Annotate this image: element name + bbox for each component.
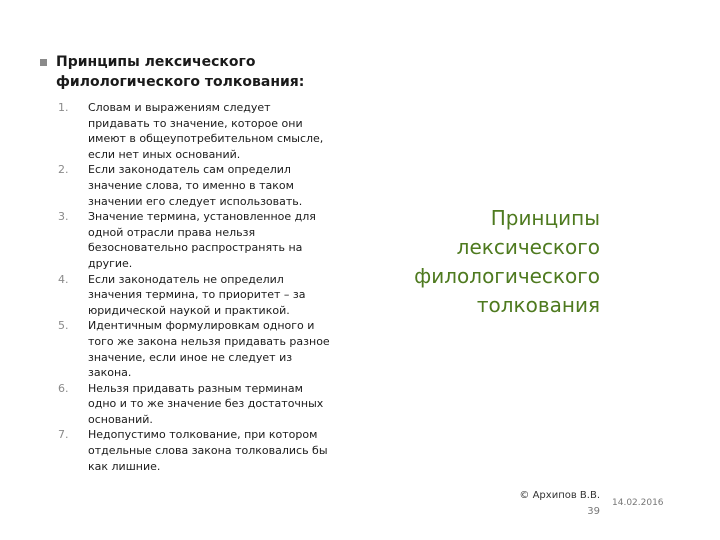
list-item <box>40 100 330 162</box>
list-item <box>40 209 330 271</box>
left-column <box>40 52 330 474</box>
list-item <box>40 427 330 474</box>
item-text: Значение термина, установленное для одной отрасли права нельзя безосновательно распространять на другие. <box>88 210 316 270</box>
list-item <box>40 272 330 319</box>
item-text: Если законодатель не определил значения термина, то приоритет – за юридической наукой и практикой. <box>88 272 306 317</box>
footer-date: 14.02.2016 <box>612 498 664 508</box>
list-item <box>40 318 330 380</box>
page-number: 39 <box>587 506 600 517</box>
footer-author: © Архипов В.В. <box>519 490 600 501</box>
item-number: 3. <box>58 210 69 224</box>
item-number: 6. <box>58 381 69 395</box>
item-text: Нельзя придавать разным терминам одно и то же значение без достаточных оснований. <box>88 381 324 426</box>
slide-title: Принципы лексического филологического толкования <box>414 206 600 317</box>
item-number: 4. <box>58 272 69 286</box>
item-text: Идентичным формулировкам одного и того же закона нельзя придавать разное значение, если иное не следует из закона. <box>88 319 330 380</box>
item-text: Недопустимо толкование, при котором отдельные слова закона толковались бы как лишние. <box>88 428 328 473</box>
heading-text: Принципы лексического филологического толкования: <box>56 54 305 90</box>
square-bullet-icon <box>40 59 47 66</box>
item-number: 2. <box>58 163 69 177</box>
item-number: 1. <box>58 101 69 114</box>
item-number: 5. <box>58 319 69 333</box>
principles-heading <box>40 52 330 92</box>
list-item <box>40 381 330 428</box>
principles-list <box>40 100 330 474</box>
list-item <box>40 162 330 209</box>
item-number: 7. <box>58 428 69 442</box>
item-text: Если законодатель сам определил значение слова, то именно в таком значении его следует использовать. <box>88 163 303 208</box>
item-text: Словам и выражениям следует придавать то значение, которое они имеют в общеупотребительном смысле, если нет иных оснований. <box>88 101 324 161</box>
